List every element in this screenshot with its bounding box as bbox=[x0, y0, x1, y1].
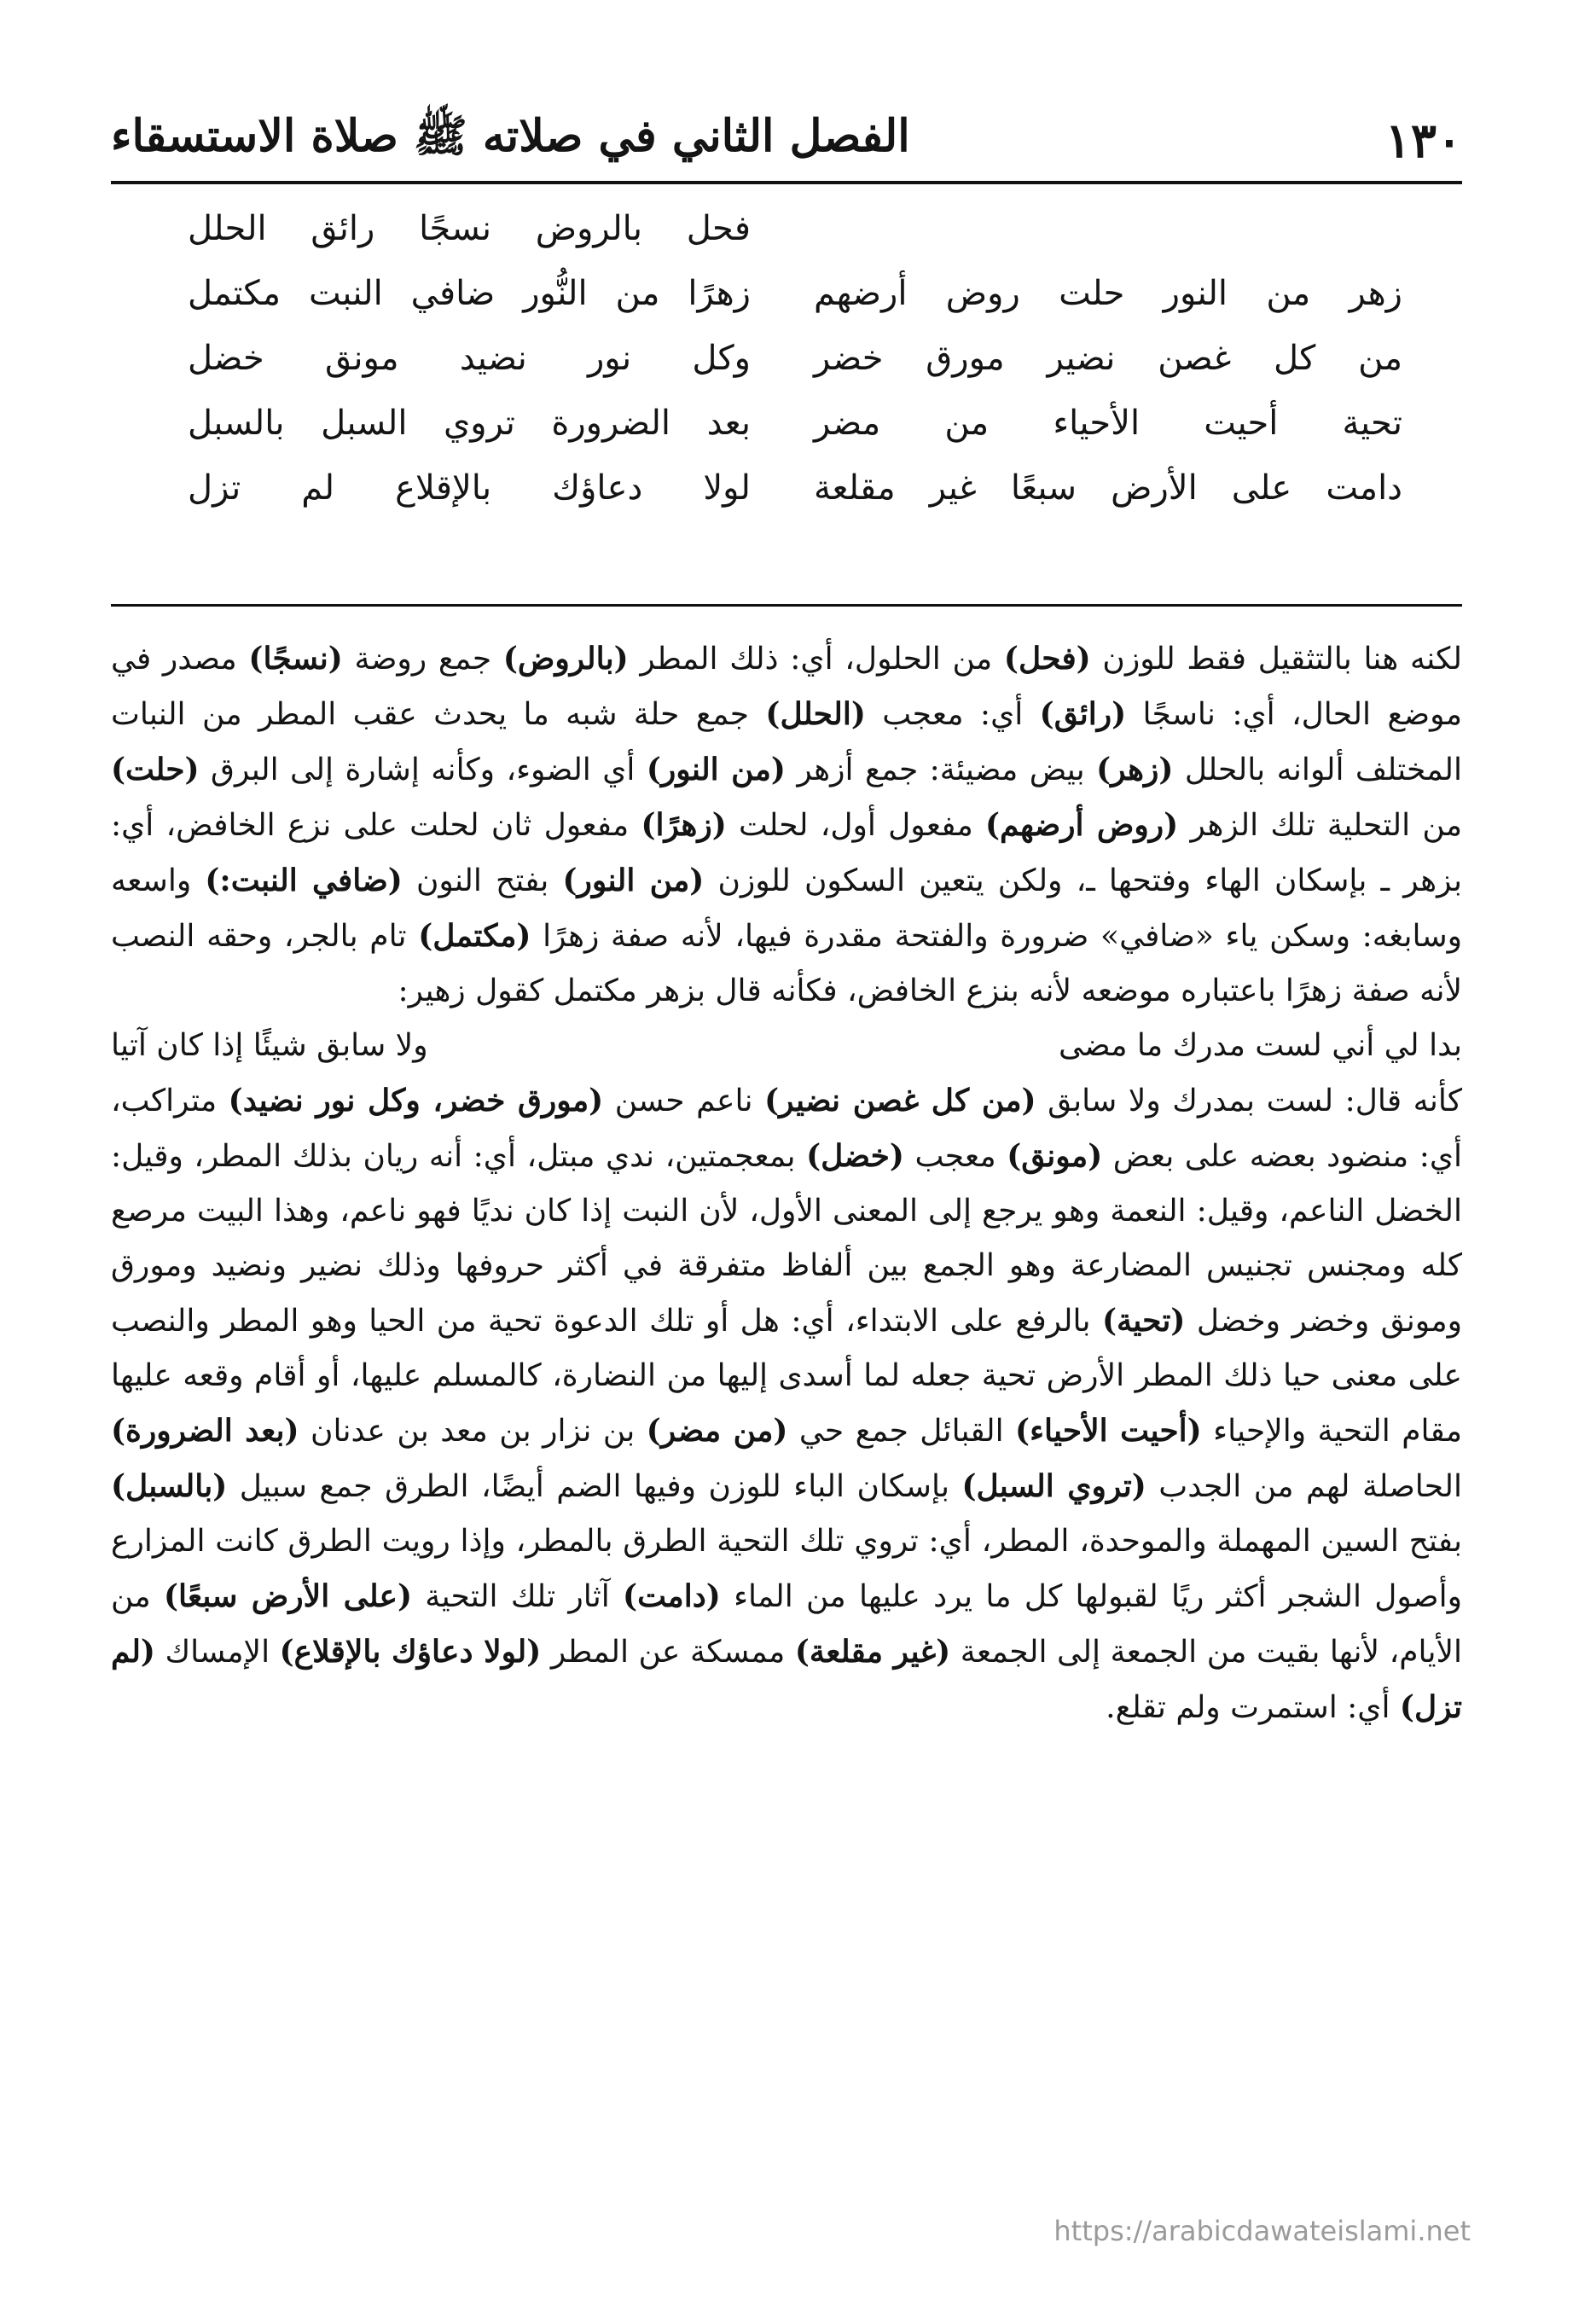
keyword: (بالروض) bbox=[502, 641, 629, 677]
poem-line bbox=[188, 209, 1402, 274]
text-run: أي الضوء، وكأنه إشارة إلى البرق bbox=[199, 752, 647, 787]
keyword: (تحية) bbox=[1101, 1303, 1186, 1339]
text-run: متراكب، أي: منضود بعضه على بعض bbox=[111, 1084, 1463, 1174]
text-run: من الحلول، أي: ذلك المطر bbox=[628, 642, 1004, 677]
text-run: بفتح النون bbox=[402, 863, 563, 898]
text-run: بالرفع على الابتداء، أي: هل أو تلك الدعوة تحية من الحيا وهو المطر والنصب على معنى حيا ذلك المطر الأرض تحية جعله لما أسدى إليها من النضارة، كالمسلم عليها، أو أقام وقعه عليها مقام التحية والإحياء bbox=[111, 1304, 1462, 1449]
keyword: (دامت) bbox=[623, 1578, 721, 1614]
text-run: القبائل جمع حي bbox=[787, 1414, 1016, 1449]
text-run: كأنه قال: لست بمدرك ولا سابق bbox=[1036, 1084, 1463, 1118]
text-run: مفعول أول، لحلت bbox=[726, 808, 985, 843]
text-run: بفتح السين المهملة والموحدة، المطر، أي: تروي تلك التحية الطرق بالمطر، وإذا رويت الطرق كانت المزارع وأصول الشجر أكثر ريًا لقبولها كل ما يرد عليها من الماء bbox=[111, 1524, 1462, 1614]
poem-hemistich-first: زهر من النور حلت روض أرضهم bbox=[814, 274, 1402, 313]
text-run: تام بالجر، وحقه النصب لأنه صفة زهرًا باعتباره موضعه لأنه بنزع الخافض، فكأنه قال بزهر مكتمل كقول زهير: bbox=[111, 919, 1462, 1008]
poem-hemistich-first: دامت على الأرض سبعًا غير مقلعة bbox=[814, 468, 1402, 508]
text-run: معجب bbox=[903, 1139, 1007, 1174]
text-run: مصدر في موضع الحال، أي: ناسجًا bbox=[111, 642, 1462, 732]
keyword: (بالسبل) bbox=[111, 1468, 228, 1504]
keyword: (الحلل) bbox=[765, 696, 866, 732]
keyword: (لولا دعاؤك بالإقلاع) bbox=[279, 1634, 542, 1670]
text-run: ممسكة عن المطر bbox=[541, 1635, 795, 1670]
keyword: (نسجًا) bbox=[248, 641, 343, 677]
commentary-paragraph bbox=[111, 1073, 1462, 1735]
poem-hemistich-second: فحل بالروض نسجًا رائق الحلل bbox=[188, 209, 751, 248]
keyword: (مورق خضر، وكل نور نضيد) bbox=[228, 1083, 604, 1118]
quoted-verse-first: بدا لي أني لست مدرك ما مضى bbox=[1058, 1028, 1462, 1063]
text-run: جمع حلة شبه ما يحدث عقب المطر من النبات المختلف ألوانه بالحلل bbox=[111, 697, 1462, 787]
poem-line bbox=[188, 468, 1402, 533]
text-run: من التحلية تلك الزهر bbox=[1178, 808, 1463, 843]
text-run: آثار تلك التحية bbox=[412, 1579, 624, 1614]
keyword: (غير مقلعة) bbox=[794, 1634, 951, 1670]
text-run: بمعجمتين، ندي مبتل، أي: أنه ريان بذلك المطر، وقيل: الخضل الناعم، وقيل: النعمة وهو يرجع إلى المعنى الأول، لأن النبت إذا كان نديًا فهو ناعم، وهذا البيت مرصع كله ومجنس تجنيس المضارعة وهو الجمع بين ألفاظ متفرقة في أكثر حروفها وذلك نضير ونضيد ومورق ومونق وخضر وخضل bbox=[111, 1139, 1462, 1339]
keyword: (رائق) bbox=[1039, 696, 1127, 732]
text-run: ناعم حسن bbox=[603, 1084, 765, 1118]
running-header bbox=[111, 102, 1462, 179]
poem-line bbox=[188, 274, 1402, 339]
text-run: بن نزار بن معد بن عدنان bbox=[299, 1414, 647, 1449]
text-run: الإمساك bbox=[154, 1635, 280, 1670]
text-run: أي: استمرت ولم تقلع. bbox=[1106, 1690, 1400, 1725]
keyword: (تروي السبل) bbox=[961, 1468, 1146, 1504]
poem-hemistich-first: من كل غصن نضير مورق خضر bbox=[814, 339, 1402, 378]
poem-block bbox=[188, 209, 1402, 533]
keyword: (أحيت الأحياء) bbox=[1015, 1413, 1202, 1449]
keyword: (ضافي النبت:) bbox=[205, 863, 403, 898]
commentary-paragraph bbox=[111, 631, 1462, 1019]
keyword: (لم تزل) bbox=[111, 1634, 1462, 1725]
watermark-link[interactable]: https://arabicdawateislami.net bbox=[1054, 2215, 1471, 2247]
keyword: (من مضر) bbox=[646, 1413, 788, 1449]
text-run: بيض مضيئة: جمع أزهر bbox=[785, 752, 1097, 787]
keyword: (بعد الضرورة) bbox=[111, 1413, 299, 1449]
text-run: مفعول ثان لحلت على نزع الخافض، أي: بزهر ـ بإسكان الهاء وفتحها ـ، ولكن يتعين السكون للوزن bbox=[111, 808, 1462, 898]
poem-hemistich-second: زهرًا من النُّور ضافي النبت مكتمل bbox=[188, 274, 751, 313]
poem-hemistich-second: وكل نور نضيد مونق خضل bbox=[188, 339, 751, 378]
keyword: (زهرًا) bbox=[641, 807, 727, 843]
keyword: (من النور) bbox=[646, 752, 786, 787]
keyword: (فحل) bbox=[1003, 641, 1091, 677]
keyword: (خضل) bbox=[806, 1138, 904, 1174]
keyword: (من النور) bbox=[562, 863, 705, 898]
keyword: (حلت) bbox=[111, 752, 200, 787]
commentary-text bbox=[111, 631, 1462, 1735]
text-run: من الأيام، لأنها بقيت من الجمعة إلى الجمعة bbox=[111, 1579, 1463, 1670]
footnote-separator bbox=[111, 604, 1462, 607]
keyword: (مكتمل) bbox=[418, 918, 531, 954]
keyword: (من كل غصن نضير) bbox=[764, 1083, 1036, 1118]
quoted-verse bbox=[111, 1019, 1462, 1073]
keyword: (على الأرض سبعًا) bbox=[163, 1578, 413, 1614]
poem-hemistich-first: تحية أحيت الأحياء من مضر bbox=[814, 404, 1402, 443]
keyword: (مونق) bbox=[1007, 1138, 1103, 1174]
text-run: أي: معجب bbox=[865, 697, 1040, 732]
text-run: الحاصلة لهم من الجدب bbox=[1146, 1469, 1462, 1504]
header-rule bbox=[111, 181, 1462, 184]
text-run: واسعه وسابغه: وسكن ياء «ضافي» ضرورة والفتحة مقدرة فيها، لأنه صفة زهرًا bbox=[111, 863, 1462, 954]
text-run: لكنه هنا بالتثقيل فقط للوزن bbox=[1090, 642, 1462, 677]
poem-line bbox=[188, 339, 1402, 404]
poem-hemistich-second: بعد الضرورة تروي السبل بالسبل bbox=[188, 404, 751, 443]
text-run: بإسكان الباء للوزن وفيها الضم أيضًا، الطرق جمع سبيل bbox=[227, 1469, 962, 1504]
poem-line bbox=[188, 404, 1402, 468]
quoted-verse-second: ولا سابق شيئًا إذا كان آتيا bbox=[111, 1028, 428, 1063]
keyword: (روض أرضهم) bbox=[985, 807, 1179, 843]
chapter-title: الفصل الثاني في صلاته ﷺ صلاة الاستسقاء bbox=[111, 109, 910, 162]
text-run: جمع روضة bbox=[342, 642, 503, 677]
keyword: (زهر) bbox=[1096, 752, 1174, 787]
page-number: ١٣٠ bbox=[1384, 113, 1462, 169]
poem-hemistich-second: لولا دعاؤك بالإقلاع لم تزل bbox=[188, 468, 751, 508]
